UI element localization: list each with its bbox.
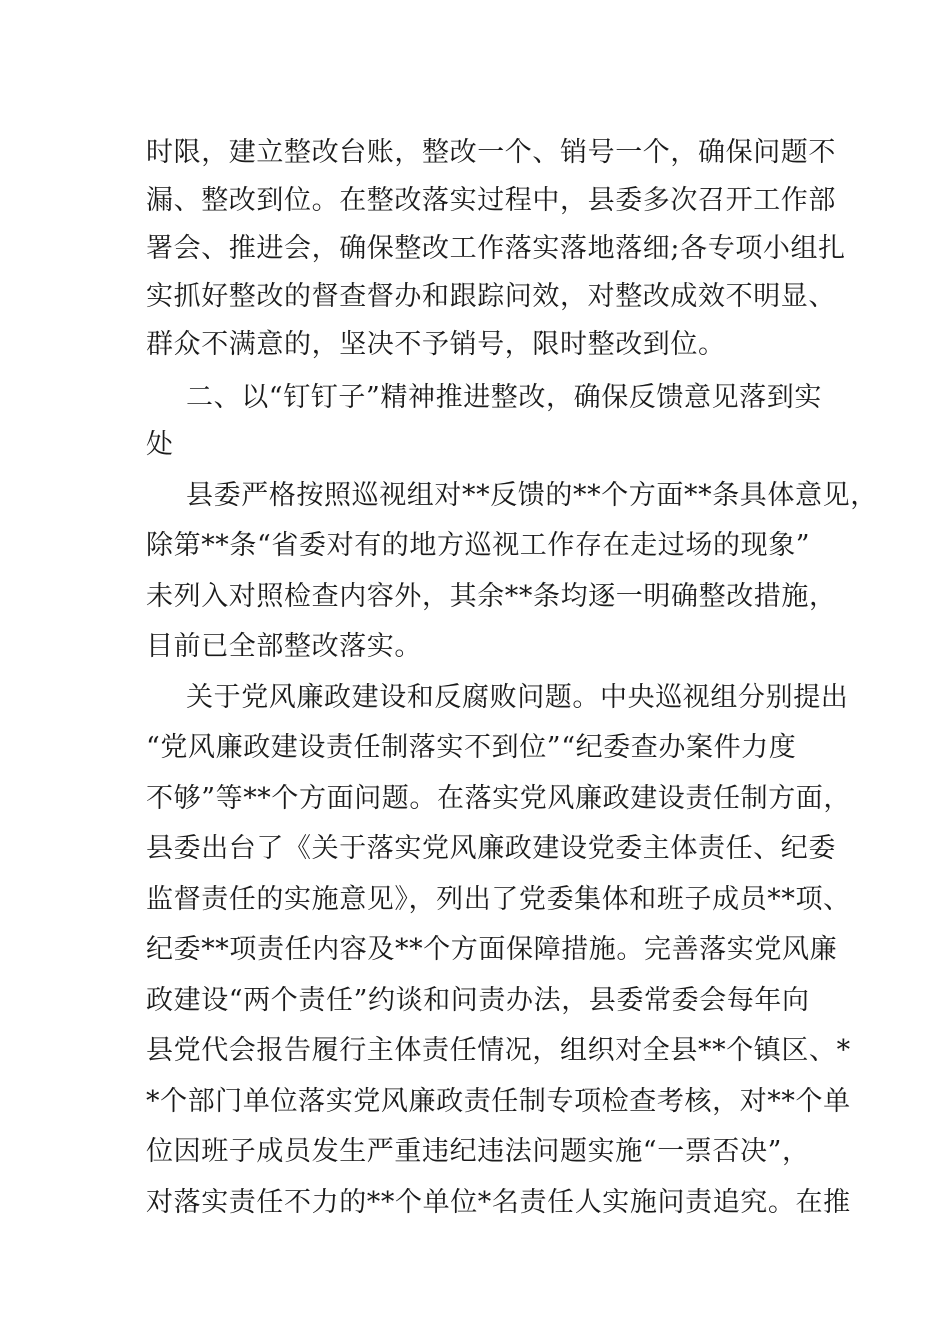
text-line: 县委严格按照巡视组对**反馈的**个方面**条具体意见， <box>186 480 878 511</box>
text-line: “党风廉政建设责任制落实不到位”“纪委查办案件力度 <box>146 732 797 763</box>
text-line: 群众不满意的，坚决不予销号，限时整改到位。 <box>146 329 726 360</box>
text-line: 未列入对照检查内容外，其余**条均逐一明确整改措施， <box>146 581 837 612</box>
text-line: 县党代会报告履行主体责任情况，组织对全县**个镇区、* <box>146 1035 851 1066</box>
text-line: 对落实责任不力的**个单位*名责任人实施问责追究。在推 <box>146 1187 851 1218</box>
section-heading: 二、以“钉钉子”精神推进整改，确保反馈意见落到实 <box>186 382 823 413</box>
section-heading-continued: 处 <box>146 429 174 460</box>
text-line: 纪委**项责任内容及**个方面保障措施。完善落实党风廉 <box>146 934 838 965</box>
text-line: 县委出台了《关于落实党风廉政建设党委主体责任、纪委 <box>146 833 836 864</box>
text-line: 漏、整改到位。在整改落实过程中，县委多次召开工作部 <box>146 185 836 216</box>
text-line: 不够”等**个方面问题。在落实党风廉政建设责任制方面， <box>146 783 852 814</box>
text-line: 除第**条“省委对有的地方巡视工作存在走过场的现象” <box>146 530 811 561</box>
text-line: 监督责任的实施意见》，列出了党委集体和班子成员**项、 <box>146 884 851 915</box>
text-line: 实抓好整改的督查督办和跟踪问效，对整改成效不明显、 <box>146 281 836 312</box>
text-line: 位因班子成员发生严重违纪违法问题实施“一票否决”， <box>146 1136 810 1167</box>
text-line: *个部门单位落实党风廉政责任制专项检查考核，对**个单 <box>146 1086 851 1117</box>
text-line: 目前已全部整改落实。 <box>146 631 422 662</box>
text-line: 政建设“两个责任”约谈和问责办法，县委常委会每年向 <box>146 985 810 1016</box>
text-line: 关于党风廉政建设和反腐败问题。中央巡视组分别提出 <box>186 682 849 713</box>
text-line: 署会、推进会，确保整改工作落实落地落细;各专项小组扎 <box>146 233 846 264</box>
text-line: 时限，建立整改台账，整改一个、销号一个，确保问题不 <box>146 137 836 168</box>
